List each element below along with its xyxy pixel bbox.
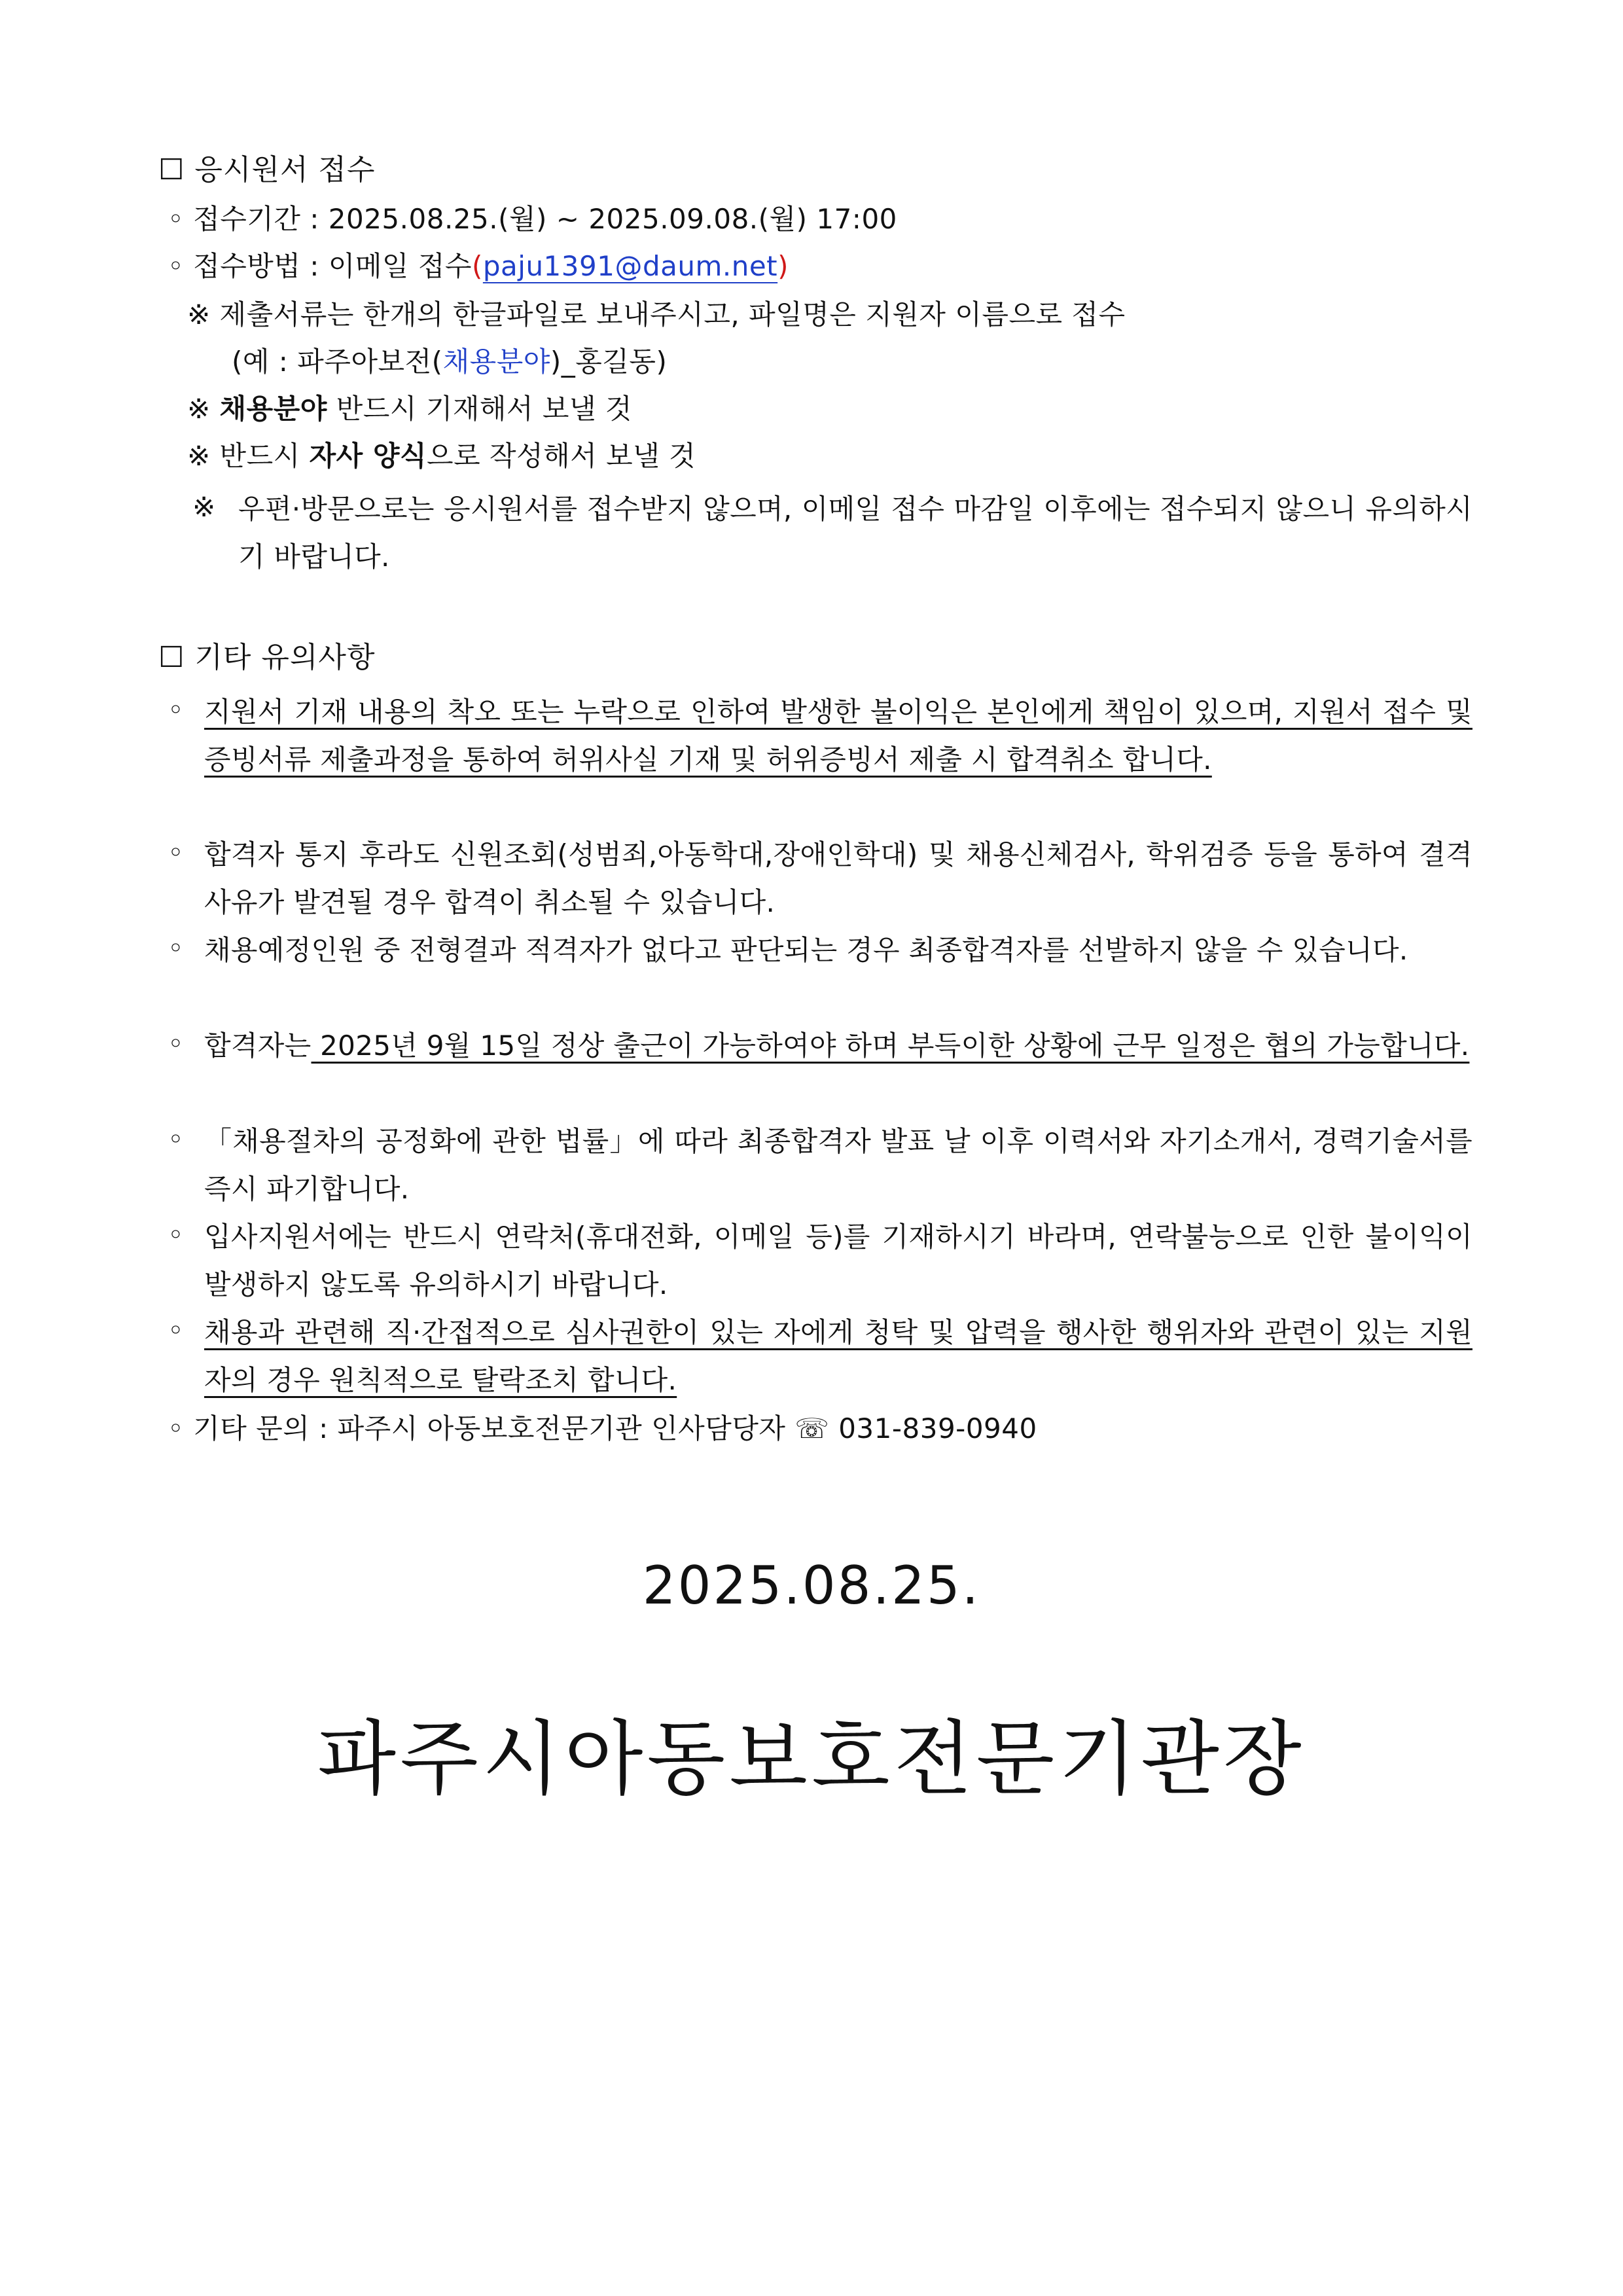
section-title-application: ☐ 응시원서 접수 (158, 153, 376, 187)
bullet-1: ◦ (168, 694, 184, 726)
application-method (168, 245, 789, 288)
note-mail-only: 우편·방문으로는 응시원서를 접수받지 않으며, 이메일 접수 마감일 이후에는 접수되지 않으니 유의하시기 바랍니다. (238, 493, 1472, 573)
note-file-example-field: 채용분야 (442, 346, 550, 378)
notes-item-5: 「채용절차의 공정화에 관한 법률」에 따라 최종합격자 발표 날 이후 이력서와 자기소개서, 경력기술서를 즉시 파기합니다. (204, 1125, 1472, 1205)
note-field-mark: ※ (187, 393, 220, 425)
note-field-bold: 채용분야 (219, 393, 327, 425)
announcement-date: 2025.08.25. (642, 1555, 981, 1616)
note-form (187, 435, 696, 478)
application-method-label: ◦ 접수방법 : 이메일 접수 (168, 250, 472, 282)
bullet-4: ◦ (168, 1028, 184, 1060)
application-period: ◦ 접수기간 : 2025.08.25.(월) ~ 2025.09.08.(월) 17:00 (168, 203, 897, 235)
notes-item-7 (204, 1309, 1472, 1404)
note-file-format: ※ 제출서류는 한개의 한글파일로 보내주시고, 파일명은 지원자 이름으로 접수 (187, 298, 1126, 331)
notes-item-1 (204, 689, 1472, 783)
organization-signature: 파주시아동보호전문기관장 (317, 1712, 1306, 1806)
notes-item-1-text: 지원서 기재 내용의 착오 또는 누락으로 인하여 발생한 불이익은 본인에게 책임이 있으며, 지원서 접수 및 증빙서류 제출과정을 통하여 허위사실 기재 및 허위증빙서 제출 시 합격취소 합니다. (204, 696, 1472, 776)
bullet-5: ◦ (168, 1123, 184, 1155)
notes-item-2: 합격자 통지 후라도 신원조회(성범죄,아동학대,장애인학대) 및 채용신체검사, 학위검증 등을 통하여 결격사유가 발견될 경우 합격이 취소될 수 있습니다. (204, 838, 1472, 918)
bullet-6: ◦ (168, 1219, 184, 1251)
notes-item-7-text: 채용과 관련해 직·간접적으로 심사권한이 있는 자에게 청탁 및 압력을 행사한 행위자와 관련이 있는 지원자의 경우 원칙적으로 탈락조치 합니다. (204, 1316, 1472, 1396)
email-link[interactable]: paju1391@daum.net (482, 250, 778, 282)
note-field-rest: 반드시 기재해서 보낼 것 (327, 393, 632, 425)
section-title-notes: ☐ 기타 유의사항 (158, 641, 376, 674)
note-file-example-c: )_홍길동) (550, 346, 668, 378)
bullet-3: ◦ (168, 932, 184, 964)
note-file-example-a: (예 : 파주아보전( (232, 346, 443, 378)
email-paren-open: ( (471, 250, 483, 282)
notes-item-6: 입사지원서에는 반드시 연락처(휴대전화, 이메일 등)를 기재하시기 바라며, 연락불능으로 인한 불이익이 발생하지 않도록 유의하시기 바랍니다. (204, 1221, 1472, 1300)
email-paren-close: ) (777, 250, 789, 282)
notes-item-4 (204, 1022, 1472, 1070)
note-form-c: 으로 작성해서 보낼 것 (427, 440, 696, 472)
note-field (187, 387, 632, 431)
note-mail-mark: ※ (192, 491, 216, 523)
notes-item-3: 채용예정인원 중 전형결과 적격자가 없다고 판단되는 경우 최종합격자를 선발하지 않을 수 있습니다. (204, 934, 1408, 966)
note-form-a: ※ 반드시 (187, 440, 310, 472)
bullet-7: ◦ (168, 1314, 184, 1346)
notes-item-4-a: 합격자는 (204, 1030, 312, 1062)
note-form-bold: 자사 양식 (309, 440, 427, 472)
notes-item-contact: ◦ 기타 문의 : 파주시 아동보호전문기관 인사담당자 ☏ 031-839-0940 (168, 1412, 1037, 1444)
bullet-2: ◦ (168, 836, 184, 869)
note-file-example (232, 340, 667, 384)
notes-item-4-b: 2025년 9월 15일 정상 출근이 가능하여야 하며 부득이한 상황에 근무 일정은 협의 가능합니다. (311, 1030, 1470, 1062)
